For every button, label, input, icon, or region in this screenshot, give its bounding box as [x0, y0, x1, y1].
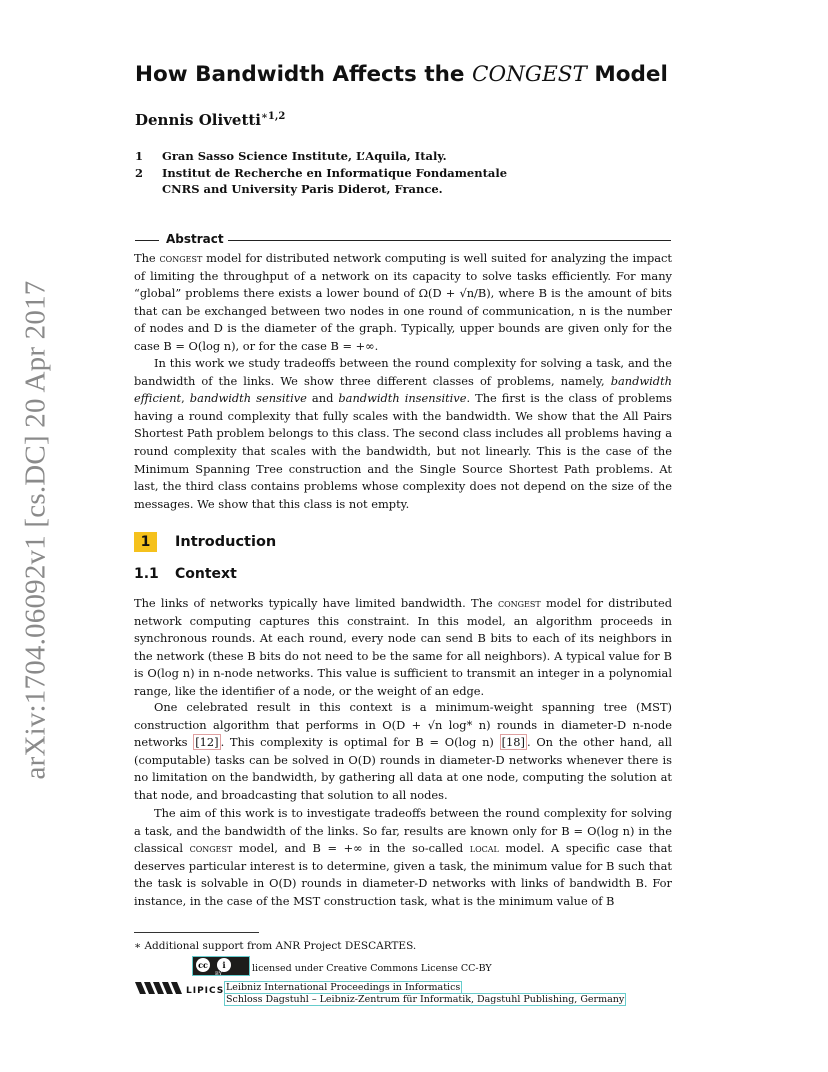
title-emphasis: CONGEST — [472, 62, 587, 87]
subsection-title: Context — [175, 566, 237, 582]
creative-commons-badge[interactable] — [192, 956, 250, 976]
citation-link[interactable]: [18] — [501, 735, 525, 750]
author-line — [135, 111, 285, 129]
author-superscript: ∗1,2 — [261, 111, 286, 122]
lipics-logo-icon — [135, 978, 183, 998]
affiliation-1: 1 Gran Sasso Science Institute, L’Aquila, Italy. — [135, 149, 447, 163]
body-paragraph-1: The links of networks typically have limited bandwidth. The congest model for distributed network computing captures this constraint. In this model, an algorithm proceeds in synchronous rounds. At each round, every node can send B bits to each of its neighbors in the network (these B bits do not need to be the same for all neighbors). A typical value for B is O(log n) in n-node networks. This value is sufficient to transmit an integer in a polynomial range, like the identifier of a node, or the weight of an edge. — [134, 596, 672, 698]
body-paragraph-2: One celebrated result in this context is a minimum-weight spanning tree (MST) construction algorithm that performs in O(D + √n log* n) rounds in diameter-D n-node networks [12] . This complexity is optimal for B = O(log n) [18] . On the other hand, all (computable) tasks can be solved in O(D) rounds in diameter-D networks whenever there is no limitation on the bandwidth, by gathering all data at one node, computing the solution at that node, and broadcasting that solution to all nodes. — [134, 700, 672, 802]
section-number: 1 — [134, 532, 157, 552]
author-name: Dennis Olivetti — [135, 111, 262, 129]
publisher-link[interactable]: Schloss Dagstuhl – Leibniz-Zentrum für Informatik, Dagstuhl Publishing, Germany — [226, 994, 625, 1005]
footnote: ∗ Additional support from ANR Project DESCARTES. — [134, 940, 417, 952]
footnote-rule — [134, 932, 259, 933]
body-paragraph-3: The aim of this work is to investigate tradeoffs between the round complexity for solving a task, and the bandwidth of the links. So far, results are known only for B = O(log n) in the classical congest model, and B = +∞ in the so-called local model. A specific case that deserves particular interest is to determine, given a task, the minimum value for B such that the task is solvable in O(D) rounds in diameter-D networks with links of bandwidth B. For instance, in the case of the MST construction task, what is the minimum value of B — [134, 806, 672, 908]
abstract-rule-right — [228, 240, 671, 241]
abstract-heading: Abstract — [166, 232, 224, 246]
arxiv-sidebar — [14, 280, 58, 780]
paper-title: How Bandwidth Affects the CONGEST Model — [135, 62, 668, 87]
section-title: Introduction — [175, 534, 277, 550]
by-label: BY — [215, 971, 222, 977]
citation-link[interactable]: [12] — [195, 735, 219, 750]
abstract-paragraph-2: In this work we study tradeoffs between the round complexity for solving a task, and the bandwidth of the links. We show three different classes of problems, namely, bandwidth efficient, bandwidth sensitive and bandwidth insensitive. The first is the class of problems having a round complexity that fully scales with the bandwidth. We show that the All Pairs Shortest Path problem belongs to this class. The second class includes all problems having a round complexity that scales with the bandwidth, but not linearly. This is the case of the Minimum Spanning Tree construction and the Single Source Shortest Path problems. At last, the third class contains problems whose complexity does not depend on the size of the messages. We show that this class is not empty. — [134, 356, 672, 511]
lipics-wordmark: LIPICS — [186, 986, 225, 996]
by-icon: i — [217, 958, 231, 972]
abstract-paragraph-1: The congest model for distributed network computing is well suited for analyzing the impact of limiting the throughput of a network on its capacity to solve tasks efficiently. For many “global” problems there exists a lower bound of Ω(D + √n/B), where B is the amount of bits that can be exchanged between two nodes in one round of communication, n is the number of nodes and D is the diameter of the graph. Typically, upper bounds are given only for the case B = O(log n), or for the case B = +∞. — [134, 251, 672, 353]
subsection-number: 1.1 — [134, 566, 159, 582]
cc-icon: cc — [196, 958, 210, 972]
arxiv-identifier: arXiv:1704.06092v1 [cs.DC] 20 Apr 2017 — [19, 280, 52, 780]
publisher-link-row — [224, 987, 626, 1006]
license-text: licensed under Creative Commons License CC-BY — [252, 963, 492, 974]
affiliation-2: 2 Institut de Recherche en Informatique Fondamentale — [135, 166, 508, 180]
affiliation-2-line2: CNRS and University Paris Diderot, France. — [162, 182, 443, 196]
series-link[interactable]: Leibniz International Proceedings in Informatics — [226, 982, 461, 993]
abstract-rule-left — [135, 240, 159, 241]
